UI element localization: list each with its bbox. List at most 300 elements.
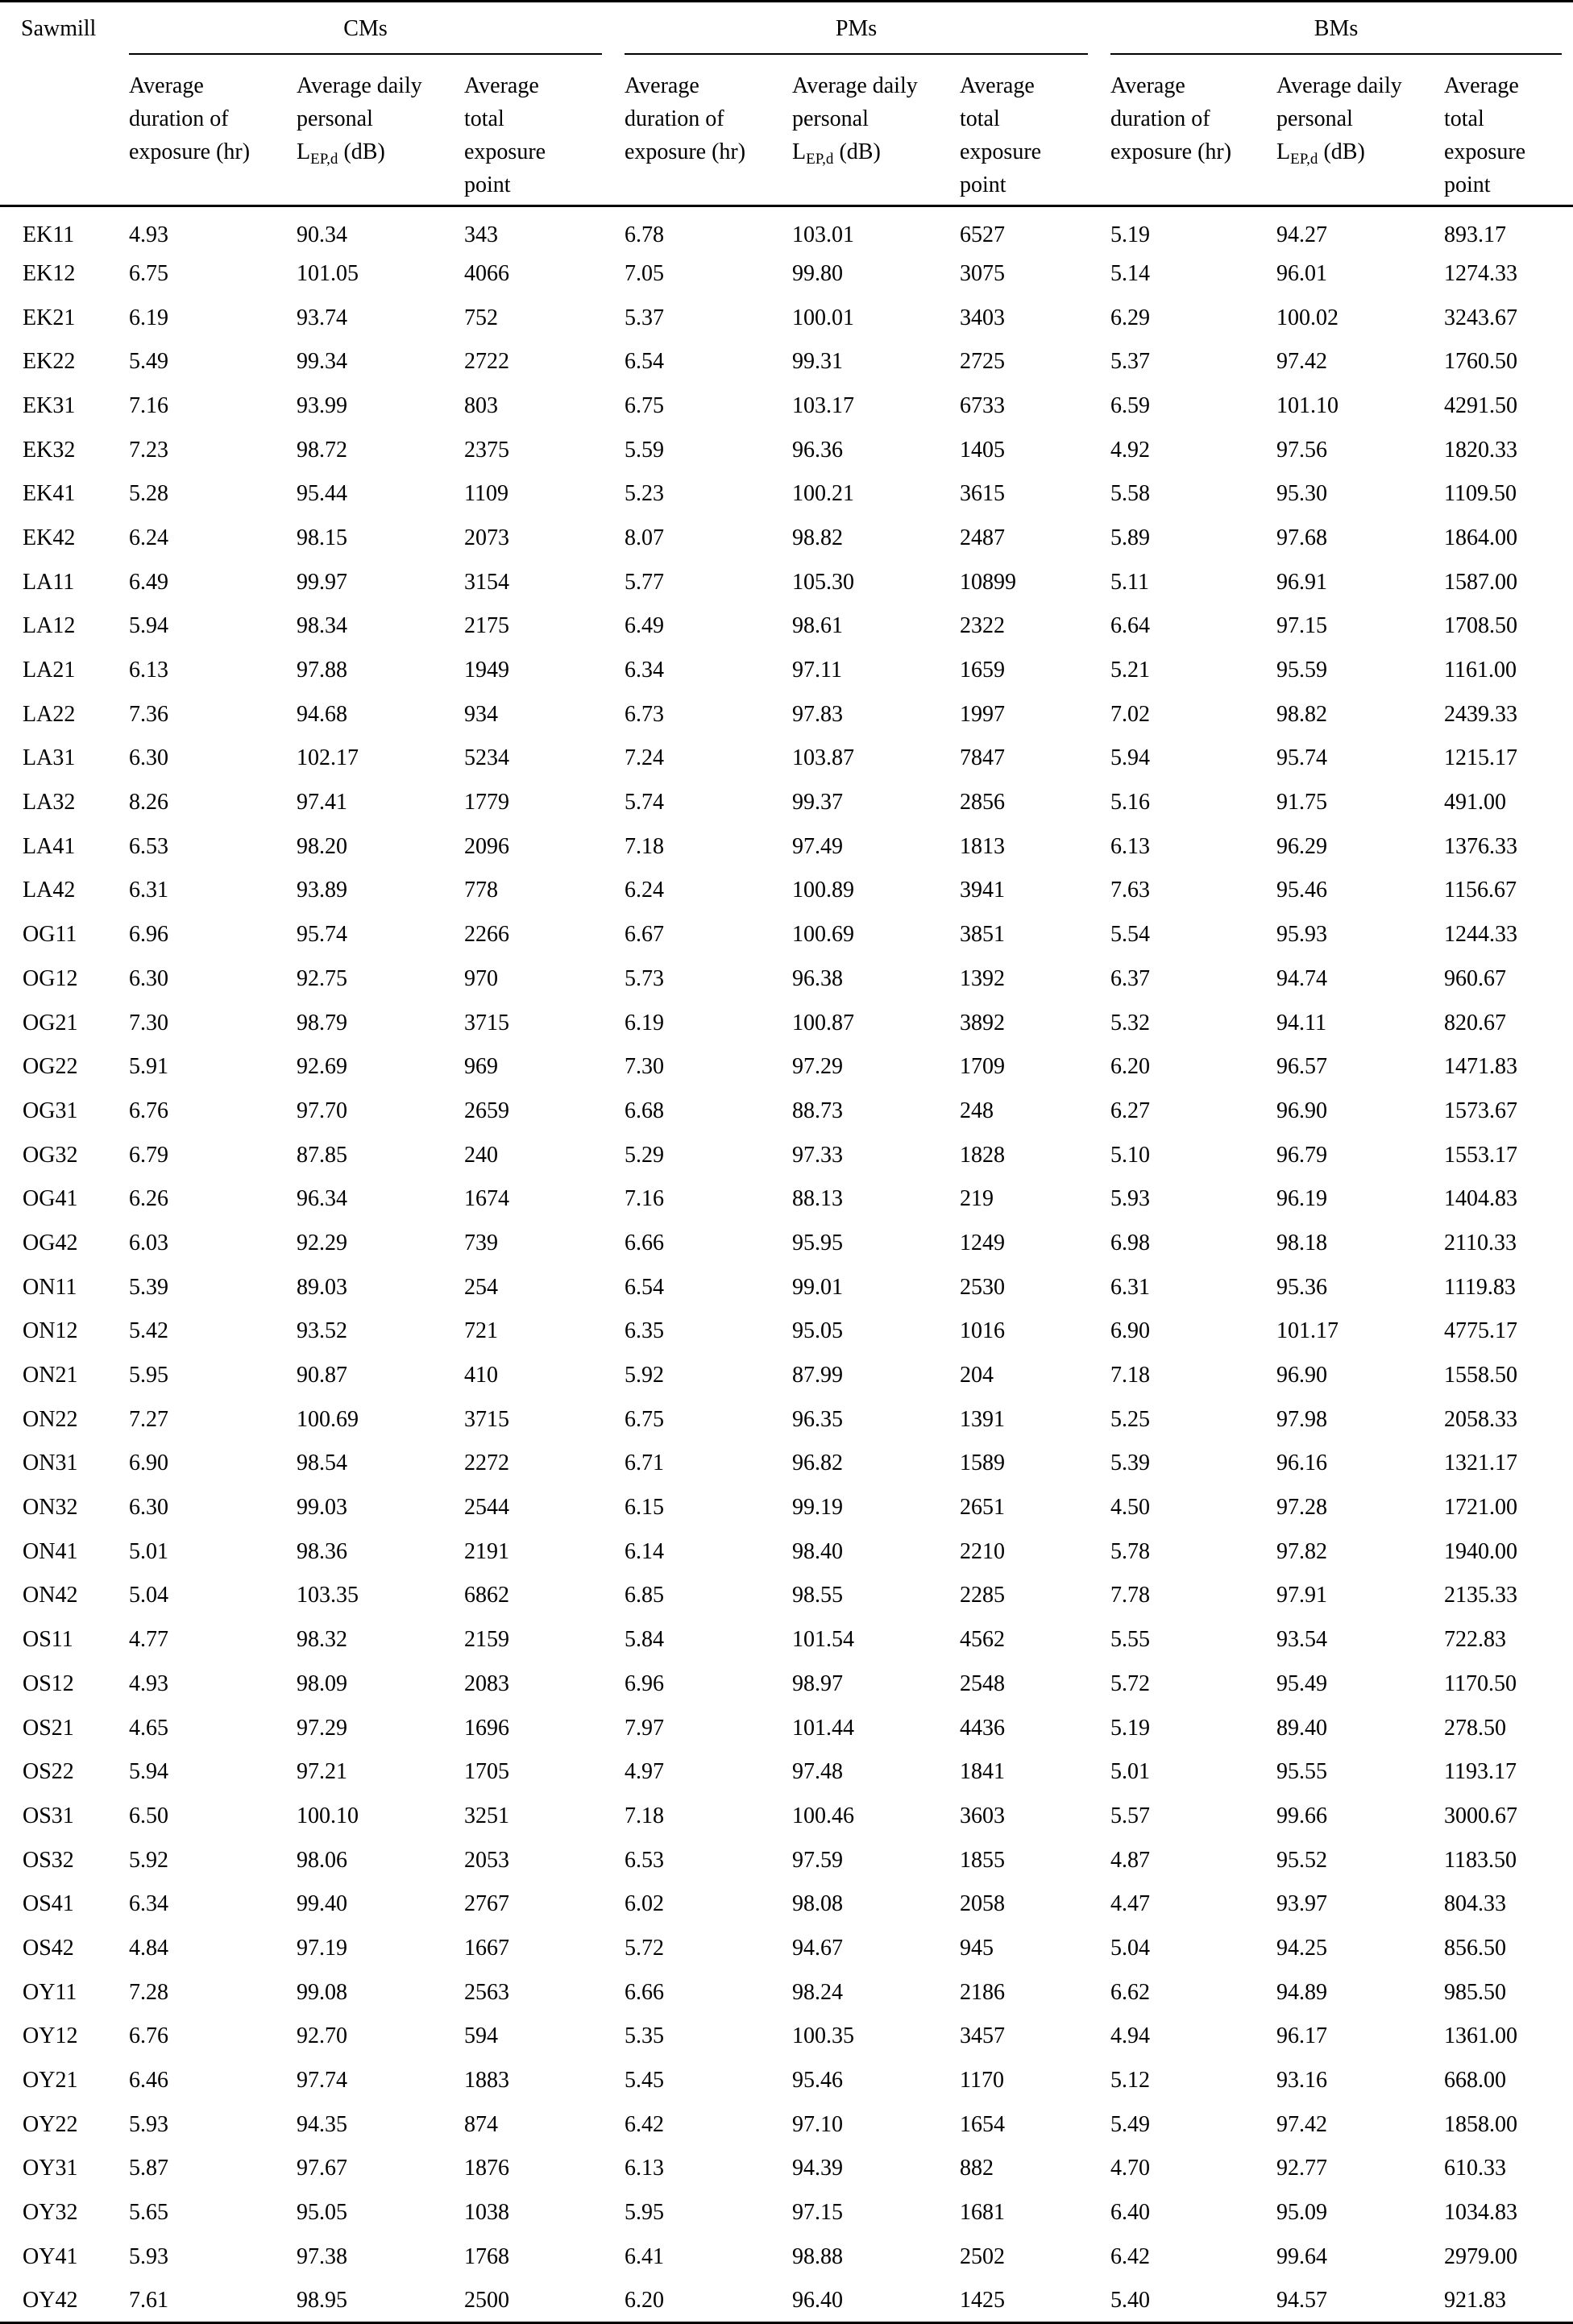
bm-duration-cell: 7.02 [1110, 701, 1150, 727]
bm-duration-cell: 5.49 [1110, 2111, 1150, 2137]
col-header-cms-daily-lepd: Average daily personal $L_{EP,d}$ (dB) [297, 73, 422, 168]
pm-duration-cell: 7.05 [625, 260, 664, 286]
bm-duration-cell: 5.93 [1110, 1186, 1150, 1212]
cm-exposure-points-cell: 874 [464, 2111, 498, 2137]
pm-daily-lepd-cell: 97.83 [792, 701, 843, 727]
cm-daily-lepd-cell: 97.21 [297, 1759, 347, 1785]
bm-exposure-points-cell: 1573.67 [1444, 1098, 1517, 1123]
pm-daily-lepd-cell: 97.29 [792, 1054, 843, 1080]
pm-exposure-points-cell: 10899 [960, 569, 1016, 595]
cm-duration-cell: 6.13 [129, 658, 168, 683]
cm-exposure-points-cell: 4066 [464, 260, 509, 286]
pm-exposure-points-cell: 1391 [960, 1406, 1005, 1432]
sawmill-id-cell: OS42 [23, 1935, 74, 1961]
pm-exposure-points-cell: 1813 [960, 833, 1005, 859]
cm-duration-cell: 6.53 [129, 833, 168, 859]
bm-daily-lepd-cell: 95.59 [1276, 658, 1327, 683]
bm-duration-cell: 5.25 [1110, 1406, 1150, 1432]
pm-daily-lepd-cell: 94.39 [792, 2156, 843, 2181]
cm-duration-cell: 4.84 [129, 1935, 168, 1961]
table-row [0, 1617, 1573, 1662]
bm-exposure-points-cell: 960.67 [1444, 965, 1506, 991]
pm-daily-lepd-cell: 95.46 [792, 2068, 843, 2094]
pm-duration-cell: 5.73 [625, 965, 664, 991]
pm-exposure-points-cell: 2530 [960, 1274, 1005, 1300]
bm-exposure-points-cell: 2979.00 [1444, 2243, 1517, 2269]
cm-duration-cell: 6.03 [129, 1230, 168, 1255]
pm-duration-cell: 7.97 [625, 1715, 664, 1741]
pm-daily-lepd-cell: 97.33 [792, 1142, 843, 1168]
cm-duration-cell: 6.79 [129, 1142, 168, 1168]
sawmill-id-cell: OS22 [23, 1759, 74, 1785]
bm-duration-cell: 6.64 [1110, 613, 1150, 639]
bm-exposure-points-cell: 668.00 [1444, 2068, 1506, 2094]
bm-exposure-points-cell: 1183.50 [1444, 1847, 1517, 1873]
cm-daily-lepd-cell: 92.29 [297, 1230, 347, 1255]
cm-daily-lepd-cell: 93.52 [297, 1318, 347, 1344]
pm-daily-lepd-cell: 98.08 [792, 1891, 843, 1917]
cm-daily-lepd-cell: 87.85 [297, 1142, 347, 1168]
pm-daily-lepd-cell: 103.87 [792, 745, 854, 771]
table-row [0, 737, 1573, 781]
cm-exposure-points-cell: 240 [464, 1142, 498, 1168]
cm-duration-cell: 6.34 [129, 1891, 168, 1917]
cm-exposure-points-cell: 2722 [464, 349, 509, 375]
sawmill-id-cell: EK32 [23, 437, 76, 463]
bm-duration-cell: 4.87 [1110, 1847, 1150, 1873]
cm-exposure-points-cell: 2563 [464, 1979, 509, 2005]
cm-duration-cell: 6.49 [129, 569, 168, 595]
cm-duration-cell: 5.93 [129, 2243, 168, 2269]
col-header-cms-duration: Average duration of exposure (hr) [129, 73, 251, 164]
sawmill-id-cell: ON11 [23, 1274, 77, 1300]
pm-daily-lepd-cell: 100.21 [792, 481, 854, 507]
cm-exposure-points-cell: 1768 [464, 2243, 509, 2269]
pm-exposure-points-cell: 882 [960, 2156, 994, 2181]
bm-exposure-points-cell: 1858.00 [1444, 2111, 1517, 2137]
cm-daily-lepd-cell: 92.75 [297, 965, 347, 991]
pm-exposure-points-cell: 6733 [960, 392, 1005, 418]
table-row [0, 648, 1573, 692]
cm-duration-cell: 6.26 [129, 1186, 168, 1212]
cm-daily-lepd-cell: 90.87 [297, 1363, 347, 1388]
cm-daily-lepd-cell: 95.05 [297, 2200, 347, 2226]
bm-duration-cell: 5.39 [1110, 1450, 1150, 1476]
pm-exposure-points-cell: 4562 [960, 1627, 1005, 1653]
table-row [0, 339, 1573, 384]
table-row [0, 869, 1573, 913]
pm-exposure-points-cell: 3603 [960, 1803, 1005, 1828]
bm-duration-cell: 4.92 [1110, 437, 1150, 463]
pm-daily-lepd-cell: 97.15 [792, 2200, 843, 2226]
cm-exposure-points-cell: 1696 [464, 1715, 509, 1741]
bm-exposure-points-cell: 3000.67 [1444, 1803, 1517, 1828]
bm-exposure-points-cell: 1760.50 [1444, 349, 1517, 375]
cm-duration-cell: 6.76 [129, 1098, 168, 1123]
group-header-pms: PMs [613, 2, 1099, 53]
cm-duration-cell: 6.50 [129, 1803, 168, 1828]
pm-duration-cell: 6.13 [625, 2156, 664, 2181]
cm-exposure-points-cell: 778 [464, 878, 498, 903]
pm-exposure-points-cell: 1997 [960, 701, 1005, 727]
cm-daily-lepd-cell: 93.89 [297, 878, 347, 903]
bm-duration-cell: 5.04 [1110, 1935, 1150, 1961]
table-row [0, 1882, 1573, 1926]
bm-exposure-points-cell: 4291.50 [1444, 392, 1517, 418]
bm-daily-lepd-cell: 96.91 [1276, 569, 1327, 595]
cm-duration-cell: 8.26 [129, 790, 168, 815]
bm-exposure-points-cell: 1820.33 [1444, 437, 1517, 463]
cm-daily-lepd-cell: 100.10 [297, 1803, 359, 1828]
cm-duration-cell: 4.93 [129, 222, 168, 247]
bm-daily-lepd-cell: 96.79 [1276, 1142, 1327, 1168]
bm-exposure-points-cell: 1274.33 [1444, 260, 1517, 286]
pm-duration-cell: 6.96 [625, 1670, 664, 1696]
sawmill-id-cell: OG12 [23, 965, 78, 991]
pm-daily-lepd-cell: 97.48 [792, 1759, 843, 1785]
cm-daily-lepd-cell: 92.69 [297, 1054, 347, 1080]
cm-duration-cell: 6.30 [129, 965, 168, 991]
cm-duration-cell: 5.28 [129, 481, 168, 507]
cm-duration-cell: 4.93 [129, 1670, 168, 1696]
table-row [0, 251, 1573, 296]
pm-duration-cell: 6.75 [625, 1406, 664, 1432]
bm-exposure-points-cell: 1193.17 [1444, 1759, 1517, 1785]
cm-duration-cell: 6.30 [129, 745, 168, 771]
pm-duration-cell: 6.42 [625, 2111, 664, 2137]
bm-daily-lepd-cell: 96.01 [1276, 260, 1327, 286]
pm-daily-lepd-cell: 94.67 [792, 1935, 843, 1961]
table-row [0, 1838, 1573, 1882]
table-row [0, 780, 1573, 824]
sawmill-id-cell: LA11 [23, 569, 75, 595]
cm-daily-lepd-cell: 97.74 [297, 2068, 347, 2094]
cm-exposure-points-cell: 2073 [464, 525, 509, 550]
cm-exposure-points-cell: 969 [464, 1054, 498, 1080]
cm-daily-lepd-cell: 97.67 [297, 2156, 347, 2181]
col-header-bms-exposure-points: Average total exposure point [1444, 73, 1526, 197]
bm-exposure-points-cell: 1109.50 [1444, 481, 1517, 507]
sawmill-id-cell: EK22 [23, 349, 76, 375]
cm-exposure-points-cell: 739 [464, 1230, 498, 1255]
pm-daily-lepd-cell: 95.05 [792, 1318, 843, 1344]
cm-duration-cell: 5.95 [129, 1363, 168, 1388]
cm-duration-cell: 5.94 [129, 613, 168, 639]
cm-exposure-points-cell: 2375 [464, 437, 509, 463]
sawmill-id-cell: LA22 [23, 701, 76, 727]
bm-duration-cell: 5.94 [1110, 745, 1150, 771]
cm-duration-cell: 7.28 [129, 1979, 168, 2005]
bm-exposure-points-cell: 1034.83 [1444, 2200, 1517, 2226]
cm-daily-lepd-cell: 92.70 [297, 2023, 347, 2049]
bm-daily-lepd-cell: 96.90 [1276, 1098, 1327, 1123]
sawmill-id-cell: ON21 [23, 1363, 78, 1388]
sawmill-id-cell: OS41 [23, 1891, 74, 1917]
col-header-bms-duration: Average duration of exposure (hr) [1110, 73, 1232, 164]
pm-exposure-points-cell: 2058 [960, 1891, 1005, 1917]
bm-daily-lepd-cell: 94.57 [1265, 2279, 1433, 2323]
cm-exposure-points-cell: 3251 [464, 1803, 509, 1828]
bm-duration-cell: 6.98 [1110, 1230, 1150, 1255]
pm-duration-cell: 7.18 [625, 1803, 664, 1828]
bm-duration-cell: 6.90 [1110, 1318, 1150, 1344]
cm-daily-lepd-cell: 93.74 [297, 305, 347, 330]
cm-daily-lepd-cell: 98.06 [297, 1847, 347, 1873]
sawmill-id-cell: OS21 [23, 1715, 74, 1741]
pm-exposure-points-cell: 3892 [960, 1010, 1005, 1035]
cm-daily-lepd-cell: 93.99 [297, 392, 347, 418]
pm-daily-lepd-cell: 100.46 [792, 1803, 854, 1828]
sawmill-id-cell: ON32 [23, 1495, 78, 1521]
bm-exposure-points-cell: 491.00 [1444, 790, 1506, 815]
pm-daily-lepd-cell: 99.01 [792, 1274, 843, 1300]
sawmill-id-cell: OG21 [23, 1010, 78, 1035]
table-row [0, 1353, 1573, 1397]
bm-exposure-points-cell: 1558.50 [1444, 1363, 1517, 1388]
cm-exposure-points-cell: 1876 [464, 2156, 509, 2181]
bm-duration-cell: 7.78 [1110, 1583, 1150, 1608]
pm-daily-lepd-cell: 97.49 [792, 833, 843, 859]
bm-daily-lepd-cell: 97.56 [1276, 437, 1327, 463]
bm-daily-lepd-cell: 95.74 [1276, 745, 1327, 771]
pm-exposure-points-cell: 1589 [960, 1450, 1005, 1476]
cm-daily-lepd-cell: 98.09 [297, 1670, 347, 1696]
bm-exposure-points-cell: 985.50 [1444, 1979, 1506, 2005]
cm-exposure-points-cell: 3715 [464, 1406, 509, 1432]
cm-duration-cell: 5.42 [129, 1318, 168, 1344]
bm-daily-lepd-cell: 95.93 [1276, 922, 1327, 948]
sawmill-id-cell: LA42 [23, 878, 76, 903]
bm-duration-cell: 6.40 [1110, 2200, 1150, 2226]
pm-daily-lepd-cell: 97.59 [792, 1847, 843, 1873]
pm-exposure-points-cell: 2548 [960, 1670, 1005, 1696]
pm-duration-cell: 5.23 [625, 481, 664, 507]
table-row [0, 1970, 1573, 2015]
cm-exposure-points-cell: 1667 [464, 1935, 509, 1961]
pm-daily-lepd-cell: 97.10 [792, 2111, 843, 2137]
bm-exposure-points-cell: 1587.00 [1444, 569, 1517, 595]
pm-duration-cell: 6.49 [625, 613, 664, 639]
table-row [0, 824, 1573, 869]
bm-daily-lepd-cell: 101.17 [1276, 1318, 1339, 1344]
pm-daily-lepd-cell: 96.36 [792, 437, 843, 463]
table-row [0, 2015, 1573, 2059]
pm-exposure-points-cell: 1681 [960, 2200, 1005, 2226]
bm-exposure-points-cell: 1864.00 [1444, 525, 1517, 550]
pm-duration-cell: 5.84 [625, 1627, 664, 1653]
cm-exposure-points-cell: 2096 [464, 833, 509, 859]
cm-duration-cell: 5.93 [129, 2111, 168, 2137]
sawmill-id-cell: ON41 [23, 1538, 78, 1564]
pm-duration-cell: 5.59 [625, 437, 664, 463]
pm-duration-cell: 6.20 [613, 2279, 781, 2323]
pm-duration-cell: 6.75 [625, 392, 664, 418]
pm-duration-cell: 6.85 [625, 1583, 664, 1608]
bm-duration-cell: 6.27 [1110, 1098, 1150, 1123]
bm-daily-lepd-cell: 95.55 [1276, 1759, 1327, 1785]
cm-daily-lepd-cell: 98.72 [297, 437, 347, 463]
cm-duration-cell: 5.92 [129, 1847, 168, 1873]
table-row [0, 957, 1573, 1001]
bm-duration-cell: 6.31 [1110, 1274, 1150, 1300]
bm-exposure-points-cell: 1361.00 [1444, 2023, 1517, 2049]
cm-duration-cell: 5.94 [129, 1759, 168, 1785]
sawmill-id-cell: OS31 [23, 1803, 74, 1828]
cm-duration-cell: 6.30 [129, 1495, 168, 1521]
col-header-pms-duration: Average duration of exposure (hr) [625, 73, 746, 164]
sawmill-id-cell: OY32 [23, 2200, 78, 2226]
pm-duration-cell: 6.34 [625, 658, 664, 683]
bm-daily-lepd-cell: 101.10 [1276, 392, 1339, 418]
bm-exposure-points-cell: 1708.50 [1444, 613, 1517, 639]
cm-daily-lepd-cell: 99.34 [297, 349, 347, 375]
table-row [0, 1706, 1573, 1750]
pm-daily-lepd-cell: 101.44 [792, 1715, 854, 1741]
pm-duration-cell: 8.07 [625, 525, 664, 550]
cm-exposure-points-cell: 721 [464, 1318, 498, 1344]
table-row [0, 1749, 1573, 1794]
pm-duration-cell: 6.14 [625, 1538, 664, 1564]
cm-duration-cell: 6.46 [129, 2068, 168, 2094]
cm-duration-cell: 6.19 [129, 305, 168, 330]
bm-duration-cell: 6.42 [1110, 2243, 1150, 2269]
bm-exposure-points-cell: 1471.83 [1444, 1054, 1517, 1080]
pm-duration-cell: 5.92 [625, 1363, 664, 1388]
cm-exposure-points-cell: 3715 [464, 1010, 509, 1035]
bm-exposure-points-cell: 2110.33 [1444, 1230, 1517, 1255]
pm-exposure-points-cell: 3457 [960, 2023, 1005, 2049]
sawmill-id-cell: LA41 [23, 833, 76, 859]
bm-daily-lepd-cell: 93.97 [1276, 1891, 1327, 1917]
bm-exposure-points-cell: 4775.17 [1444, 1318, 1517, 1344]
bm-duration-cell: 5.78 [1110, 1538, 1150, 1564]
pm-daily-lepd-cell: 103.17 [792, 392, 854, 418]
pm-daily-lepd-cell: 101.54 [792, 1627, 854, 1653]
bm-duration-cell: 4.70 [1110, 2156, 1150, 2181]
cm-duration-cell: 4.65 [129, 1715, 168, 1741]
cm-daily-lepd-cell: 98.95 [285, 2279, 453, 2323]
cm-duration-cell: 7.16 [129, 392, 168, 418]
pm-duration-cell: 5.29 [625, 1142, 664, 1168]
bm-duration-cell: 5.54 [1110, 922, 1150, 948]
pm-daily-lepd-cell: 98.97 [792, 1670, 843, 1696]
sub-header-row [0, 53, 1573, 206]
cm-daily-lepd-cell: 99.97 [297, 569, 347, 595]
sawmill-id-cell: LA31 [23, 745, 76, 771]
cm-exposure-points-cell: 2272 [464, 1450, 509, 1476]
pm-daily-lepd-cell: 100.35 [792, 2023, 854, 2049]
bm-exposure-points-cell: 893.17 [1444, 222, 1506, 247]
bm-duration-cell: 5.14 [1110, 260, 1150, 286]
pm-exposure-points-cell: 1828 [960, 1142, 1005, 1168]
pm-duration-cell: 6.78 [625, 222, 664, 247]
pm-exposure-points-cell: 1392 [960, 965, 1005, 991]
cm-duration-cell: 6.31 [129, 878, 168, 903]
cm-exposure-points-cell: 2659 [464, 1098, 509, 1123]
pm-duration-cell: 7.18 [625, 833, 664, 859]
cm-exposure-points-cell: 934 [464, 701, 498, 727]
bm-daily-lepd-cell: 96.90 [1276, 1363, 1327, 1388]
bm-exposure-points-cell: 1156.67 [1444, 878, 1517, 903]
pm-exposure-points-cell: 3941 [960, 878, 1005, 903]
cm-daily-lepd-cell: 94.35 [297, 2111, 347, 2137]
cm-duration-cell: 6.96 [129, 922, 168, 948]
sawmill-id-cell: OY31 [23, 2156, 78, 2181]
bm-daily-lepd-cell: 96.57 [1276, 1054, 1327, 1080]
pm-exposure-points-cell: 3615 [960, 481, 1005, 507]
group-header-bms: BMs [1099, 2, 1573, 53]
pm-duration-cell: 6.41 [625, 2243, 664, 2269]
bm-exposure-points-cell: 804.33 [1444, 1891, 1506, 1917]
bm-daily-lepd-cell: 94.27 [1276, 222, 1327, 247]
table-row [0, 1662, 1573, 1706]
pm-duration-cell: 6.67 [625, 922, 664, 948]
pm-duration-cell: 6.66 [625, 1230, 664, 1255]
bm-daily-lepd-cell: 96.29 [1276, 833, 1327, 859]
bm-daily-lepd-cell: 96.17 [1276, 2023, 1327, 2049]
table-row [0, 2102, 1573, 2147]
bm-exposure-points-cell: 1244.33 [1444, 922, 1517, 948]
bm-daily-lepd-cell: 97.98 [1276, 1406, 1327, 1432]
cm-daily-lepd-cell: 98.32 [297, 1627, 347, 1653]
cm-exposure-points-cell: 594 [464, 2023, 498, 2049]
pm-daily-lepd-cell: 99.37 [792, 790, 843, 815]
bm-exposure-points-cell: 1215.17 [1444, 745, 1517, 771]
bm-duration-cell: 5.11 [1110, 569, 1149, 595]
cm-daily-lepd-cell: 98.34 [297, 613, 347, 639]
col-header-bms-daily-lepd: Average daily personal $L_{EP,d}$ (dB) [1276, 73, 1402, 168]
cm-duration-cell: 7.23 [129, 437, 168, 463]
pm-duration-cell: 6.15 [625, 1495, 664, 1521]
bm-exposure-points-cell: 1119.83 [1444, 1274, 1516, 1300]
cm-daily-lepd-cell: 98.54 [297, 1450, 347, 1476]
bm-exposure-points-cell: 2439.33 [1444, 701, 1517, 727]
bm-daily-lepd-cell: 95.30 [1276, 481, 1327, 507]
bm-exposure-points-cell: 1721.00 [1444, 1495, 1517, 1521]
pm-exposure-points-cell: 1659 [960, 658, 1005, 683]
pm-exposure-points-cell: 1654 [960, 2111, 1005, 2137]
bm-daily-lepd-cell: 95.52 [1276, 1847, 1327, 1873]
cm-exposure-points-cell: 2159 [464, 1627, 509, 1653]
pm-exposure-points-cell: 4436 [960, 1715, 1005, 1741]
pm-daily-lepd-cell: 99.80 [792, 260, 843, 286]
pm-exposure-points-cell: 1405 [960, 437, 1005, 463]
table-row [0, 560, 1573, 604]
sawmill-id-cell: OY22 [23, 2111, 78, 2137]
bm-daily-lepd-cell: 96.16 [1276, 1450, 1327, 1476]
pm-daily-lepd-cell: 98.82 [792, 525, 843, 550]
sawmill-subheader-blank [0, 53, 118, 206]
sawmill-id-cell: ON12 [23, 1318, 78, 1344]
sawmill-id-cell: OG32 [23, 1142, 78, 1168]
bm-exposure-points-cell: 1553.17 [1444, 1142, 1517, 1168]
bm-duration-cell: 4.50 [1110, 1495, 1150, 1521]
cm-exposure-points-cell: 6862 [464, 1583, 509, 1608]
bm-daily-lepd-cell: 97.42 [1276, 349, 1327, 375]
bm-daily-lepd-cell: 93.16 [1276, 2068, 1327, 2094]
bm-duration-cell: 4.47 [1110, 1891, 1150, 1917]
pm-duration-cell: 6.54 [625, 1274, 664, 1300]
pm-exposure-points-cell: 1841 [960, 1759, 1005, 1785]
pm-exposure-points-cell: 219 [960, 1186, 994, 1212]
cm-duration-cell: 5.87 [129, 2156, 168, 2181]
pm-duration-cell: 7.30 [625, 1054, 664, 1080]
pm-daily-lepd-cell: 96.40 [781, 2279, 948, 2323]
bm-daily-lepd-cell: 94.25 [1276, 1935, 1327, 1961]
cm-duration-cell: 5.04 [129, 1583, 168, 1608]
pm-daily-lepd-cell: 99.31 [792, 349, 843, 375]
cm-exposure-points-cell: 1949 [464, 658, 509, 683]
